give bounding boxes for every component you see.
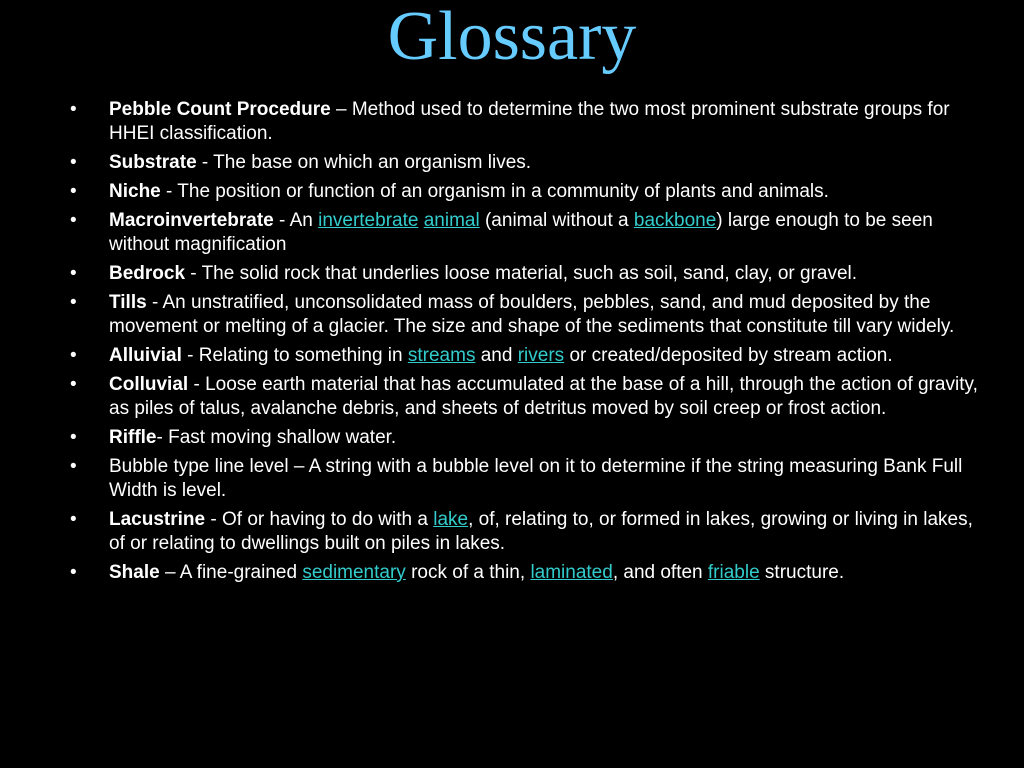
definition-link[interactable]: laminated: [530, 562, 613, 583]
definition-text: structure.: [759, 562, 845, 583]
definition-link[interactable]: backbone: [633, 210, 717, 231]
glossary-item: [70, 455, 990, 503]
definition-text: Bubble type line level – A string with a bubble level on it to determine if the string measuring Bank Full Width is level.: [109, 456, 963, 501]
glossary-item: [70, 262, 990, 286]
glossary-term: Niche: [109, 181, 161, 202]
bullet-icon: •: [70, 427, 77, 448]
bullet-icon: •: [70, 263, 77, 284]
glossary-item: [70, 180, 990, 204]
page-title: Glossary: [387, 0, 637, 75]
glossary-term: Riffle: [109, 427, 157, 448]
definition-text: , of, relating to, or formed in lakes, growing or living in lakes, of or relating to dwellings built on piles in lakes.: [109, 509, 973, 554]
definition-text: - Loose earth material that has accumulated at the base of a hill, through the action of gravity, as piles of talus, avalanche debris, and sheets of detritus moved by soil creep or frost action.: [109, 374, 978, 419]
definition-link[interactable]: invertebrate: [318, 210, 419, 231]
glossary-term: Pebble Count Procedure: [109, 99, 331, 120]
definition-text: rock of a thin,: [405, 562, 531, 583]
bullet-icon: •: [70, 456, 77, 477]
definition-text: , and often: [612, 562, 708, 583]
definition-text: - The position or function of an organism in a community of plants and animals.: [160, 181, 829, 202]
definition-link[interactable]: friable: [707, 562, 760, 583]
glossary-item: [70, 373, 990, 421]
definition-text: or created/deposited by stream action.: [564, 345, 893, 366]
bullet-icon: •: [70, 374, 77, 395]
definition-text: - The solid rock that underlies loose material, such as soil, sand, clay, or gravel.: [185, 263, 858, 284]
definition-text: - Fast moving shallow water.: [156, 427, 397, 448]
glossary-list: [70, 98, 990, 590]
definition-text: (animal without a: [479, 210, 634, 231]
bullet-icon: •: [70, 99, 77, 120]
definition-link[interactable]: sedimentary: [302, 562, 406, 583]
glossary-term: Shale: [109, 562, 160, 583]
definition-link[interactable]: rivers: [517, 345, 565, 366]
definition-text: - The base on which an organism lives.: [196, 152, 532, 173]
glossary-item: [70, 344, 990, 368]
bullet-icon: •: [70, 210, 77, 231]
bullet-icon: •: [70, 562, 77, 583]
definition-text: - An: [273, 210, 319, 231]
glossary-item: [70, 561, 990, 585]
bullet-icon: •: [70, 345, 77, 366]
glossary-item: [70, 508, 990, 556]
definition-text: - An unstratified, unconsolidated mass of boulders, pebbles, sand, and mud deposited by the movement or melting of a glacier. The size and shape of the sediments that constitute till vary widely.: [109, 292, 955, 337]
glossary-item: [70, 426, 990, 450]
glossary-term: Bedrock: [109, 263, 186, 284]
glossary-term: Colluvial: [109, 374, 189, 395]
definition-text: – A fine-grained: [159, 562, 303, 583]
glossary-term: Macroinvertebrate: [109, 210, 274, 231]
glossary-term: Lacustrine: [109, 509, 206, 530]
definition-text: and: [475, 345, 518, 366]
glossary-item: [70, 151, 990, 175]
definition-link[interactable]: lake: [433, 509, 469, 530]
glossary-item: [70, 209, 990, 257]
glossary-item: [70, 291, 990, 339]
bullet-icon: •: [70, 509, 77, 530]
definition-text: - Of or having to do with a: [205, 509, 434, 530]
glossary-term: Substrate: [109, 152, 197, 173]
definition-link[interactable]: animal: [423, 210, 480, 231]
definition-text: ) large enough to be seen without magnification: [109, 210, 933, 255]
bullet-icon: •: [70, 152, 77, 173]
definition-text: – Method used to determine the two most prominent substrate groups for HHEI classification.: [109, 99, 950, 144]
glossary-term: Alluivial: [109, 345, 182, 366]
bullet-icon: •: [70, 292, 77, 313]
glossary-item: [70, 98, 990, 146]
glossary-term: Tills: [109, 292, 147, 313]
bullet-icon: •: [70, 181, 77, 202]
definition-text: - Relating to something in: [181, 345, 408, 366]
definition-link[interactable]: streams: [407, 345, 476, 366]
